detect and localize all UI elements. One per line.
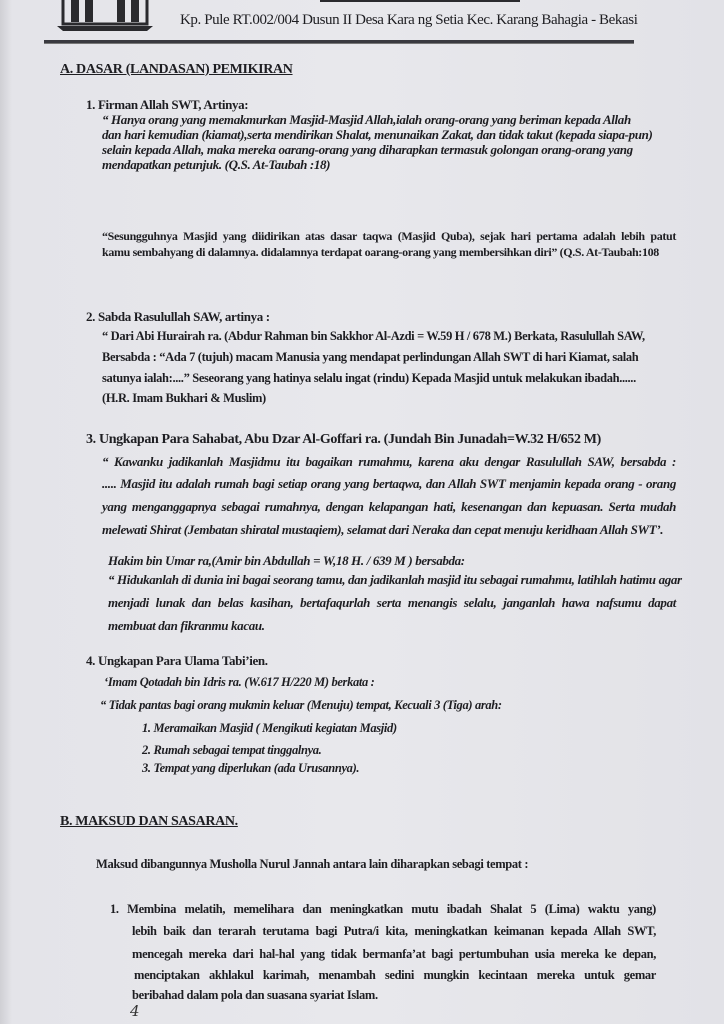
- quote-line: “ Tidak pantas bagi orang mukmin keluar (Menuju) tempat, Kecuali 3 (Tiga) arah:: [100, 698, 502, 712]
- hakim-title: Hakim bin Umar ra,(Amir bin Abdullah = W,18 H. / 639 M ) bersabda:: [108, 553, 465, 568]
- hadith-line: (H.R. Imam Bukhari & Muslim): [102, 391, 266, 405]
- list-item: 2. Rumah sebagai tempat tinggalnya.: [142, 743, 322, 757]
- hadith-line: “ Dari Abi Hurairah ra. (Abdur Rahman bin Sakkhor Al-Azdi = W.59 H / 678 M.) Berkata, Rasulullah SAW,: [102, 329, 645, 343]
- quote-line: melewati Shirat (Jembatan shiratal mustaqiem), selamat dari Neraka dan cepat menuju keridhaan Allah SWT’.: [102, 522, 664, 537]
- quote-line: mendapatkan petunjuk. (Q.S. At-Taubah :18): [102, 157, 331, 172]
- purpose-line: lebih baik dan terarah terutama bagi Putra/i kita, meningkatkan keimanan kepada Allah SWT,: [132, 924, 656, 938]
- section-b-intro: Maksud dibangunnya Musholla Nurul Jannah antara lain diharapkan sebagi tempat :: [96, 857, 529, 871]
- quote-line: selain kepada Allah, maka mereka oarang-orang yang diharapkan termasuk golongan orang-orang yang: [102, 142, 633, 157]
- hadith-line: Bersabda : “Ada 7 (tujuh) macam Manusia yang mendapat perlindungan Allah SWT di hari Kiamat, salah: [102, 350, 639, 364]
- purpose-line: beribahad dalam pola dan suasana syariat Islam.: [132, 988, 378, 1002]
- imam-line: ‘Imam Qotadah bin Idris ra. (W.617 H/220 M) berkata :: [104, 675, 375, 689]
- quote-line: yang menganggapnya sebagai rumahnya, dengan kelapangan hati, kesenangan dan kepuasan. Serta mudah: [102, 499, 676, 514]
- item-2-title: 2. Sabda Rasulullah SAW, artinya :: [86, 309, 270, 324]
- list-item: 3. Tempat yang diperlukan (ada Urusannya).: [142, 761, 360, 775]
- quote-line: “ Hanya orang yang memakmurkan Masjid-Masjid Allah,ialah orang-orang yang beriman kepada Allah: [102, 112, 631, 127]
- section-a-heading: A. DASAR (LANDASAN) PEMIKIRAN: [60, 62, 293, 77]
- list-item: 1. Meramaikan Masjid ( Mengikuti kegiatan Masjid): [142, 721, 397, 735]
- quote-line: “Sesungguhnya Masjid yang diidirikan atas dasar taqwa (Masjid Quba), sejak hari pertama adalah lebih patut: [102, 229, 676, 243]
- quote-line: membuat dan fikranmu kacau.: [108, 618, 265, 633]
- quote-line: “ Hidukanlah di dunia ini bagai seorang tamu, dan jadikanlah masjid itu sebagai rumahmu, latihlah hatimu agar: [108, 572, 682, 587]
- mosque-logo-icon: [55, 0, 155, 32]
- quote-line: “ Kawanku jadikanlah Masjidmu itu bagaikan rumahmu, karena aku dengar Rasulullah SAW, bersabda :: [102, 454, 676, 469]
- quote-line: menjadi lunak dan belas kasihan, bertafaqurlah serta menangis selalu, janganlah hawa nafsumu dapat: [108, 595, 676, 610]
- quote-line: ..... Masjid itu adalah rumah bagi setiap orang yang bertaqwa, dan Allah SWT menjamin kepada orang - orang: [102, 476, 676, 491]
- item-3-title: 3. Ungkapan Para Sahabat, Abu Dzar Al-Goffari ra. (Jundah Bin Junadah=W.32 H/652 M): [86, 432, 601, 447]
- purpose-line: 1. Membina melatih, memelihara dan meningkatkan mutu ibadah Shalat 5 (Lima) waktu yang): [110, 902, 656, 916]
- section-b-heading: B. MAKSUD DAN SASARAN.: [60, 814, 238, 829]
- handwritten-page-number: 4: [130, 1002, 140, 1020]
- hadith-line: satunya ialah:....” Seseorang yang hatinya selalu ingat (rindu) Kepada Masjid untuk melakukan ibadah......: [102, 371, 636, 385]
- item-1-title: 1. Firman Allah SWT, Artinya:: [86, 97, 249, 112]
- letterhead-title-cropped: [320, 0, 520, 2]
- purpose-line: menciptakan akhlakul karimah, menambah sedini mungkin kecintaan mereka untuk gemar: [134, 968, 656, 982]
- quote-line: dan hari kemudian (kiamat),serta mendirikan Shalat, menunaikan Zakat, dan tidak takut (kepada siapa-pun): [102, 127, 653, 142]
- purpose-line: mencegah mereka dari hal-hal yang tidak bermanfa’at bagi pertumbuhan usia mereka ke depan,: [132, 947, 656, 961]
- letterhead-address: Kp. Pule RT.002/004 Dusun II Desa Kara ng Setia Kec. Karang Bahagia - Bekasi: [180, 12, 638, 28]
- item-4-title: 4. Ungkapan Para Ulama Tabi’ien.: [86, 653, 268, 668]
- quote-line: kamu sembahyang di dalamnya. didalamnya terdapat oarang-orang yang membersihkan diri” (Q.S. At-Taubah:108: [102, 245, 659, 259]
- header-divider: [44, 40, 634, 44]
